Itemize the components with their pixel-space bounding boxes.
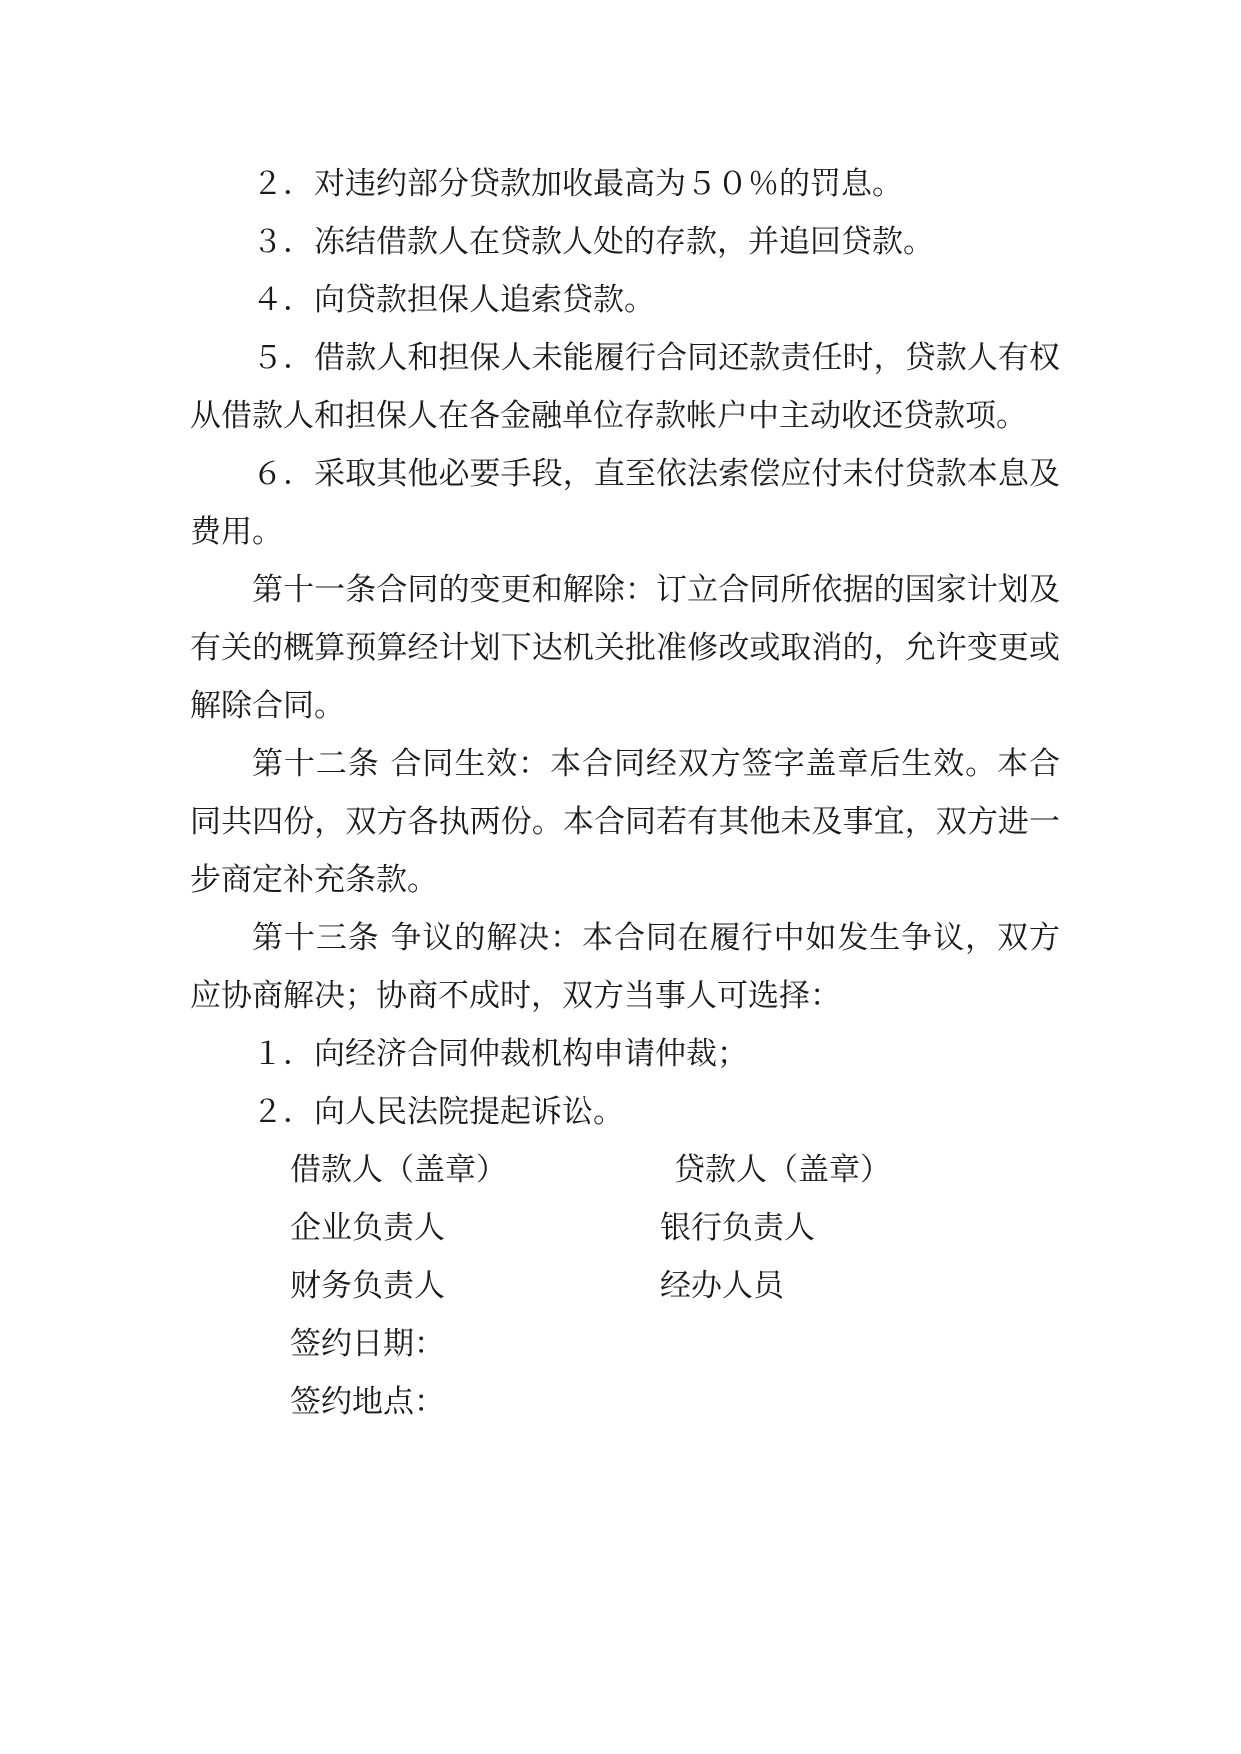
borrower-seal-label: 借款人（盖章） — [290, 1152, 507, 1188]
finance-head-label: 财务负责人 — [290, 1268, 445, 1304]
signature-block — [190, 1141, 1060, 1431]
sign-place-label: 签约地点： — [290, 1384, 445, 1420]
option-arbitration: １．向经济合同仲裁机构申请仲裁； — [252, 1036, 748, 1072]
lender-seal-label: 贷款人（盖章） — [674, 1152, 891, 1188]
signature-row-seal — [290, 1141, 1060, 1199]
article-eleven: 第十一条合同的变更和解除：订立合同所依据的国家计划及有关的概算预算经计划下达机关批准修改或取消的，允许变更或解除合同。 — [190, 572, 1060, 724]
contract-body — [190, 155, 1060, 1431]
option-litigation: ２．向人民法院提起诉讼。 — [252, 1094, 624, 1130]
bank-head-label: 银行负责人 — [660, 1210, 815, 1246]
signature-row-finance — [290, 1257, 1060, 1315]
enterprise-head-label: 企业负责人 — [290, 1210, 445, 1246]
clause-penalty-interest: ２．对违约部分贷款加收最高为５０％的罚息。 — [252, 166, 903, 202]
handler-label: 经办人员 — [660, 1268, 784, 1304]
sign-date-label: 签约日期： — [290, 1326, 445, 1362]
clause-active-collection: ５．借款人和担保人未能履行合同还款责任时，贷款人有权从借款人和担保人在各金融单位存款帐户中主动收还贷款项。 — [190, 340, 1060, 434]
clause-freeze-deposit: ３．冻结借款人在贷款人处的存款，并追回贷款。 — [252, 224, 934, 260]
signature-row-head — [290, 1199, 1060, 1257]
article-twelve: 第十二条 合同生效：本合同经双方签字盖章后生效。本合同共四份，双方各执两份。本合同若有其他未及事宜，双方进一步商定补充条款。 — [190, 746, 1060, 898]
clause-other-means: ６．采取其他必要手段，直至依法索偿应付未付贷款本息及费用。 — [190, 456, 1060, 550]
article-thirteen: 第十三条 争议的解决：本合同在履行中如发生争议，双方应协商解决；协商不成时，双方当事人可选择： — [190, 920, 1060, 1014]
clause-guarantor-recourse: ４．向贷款担保人追索贷款。 — [252, 282, 655, 318]
